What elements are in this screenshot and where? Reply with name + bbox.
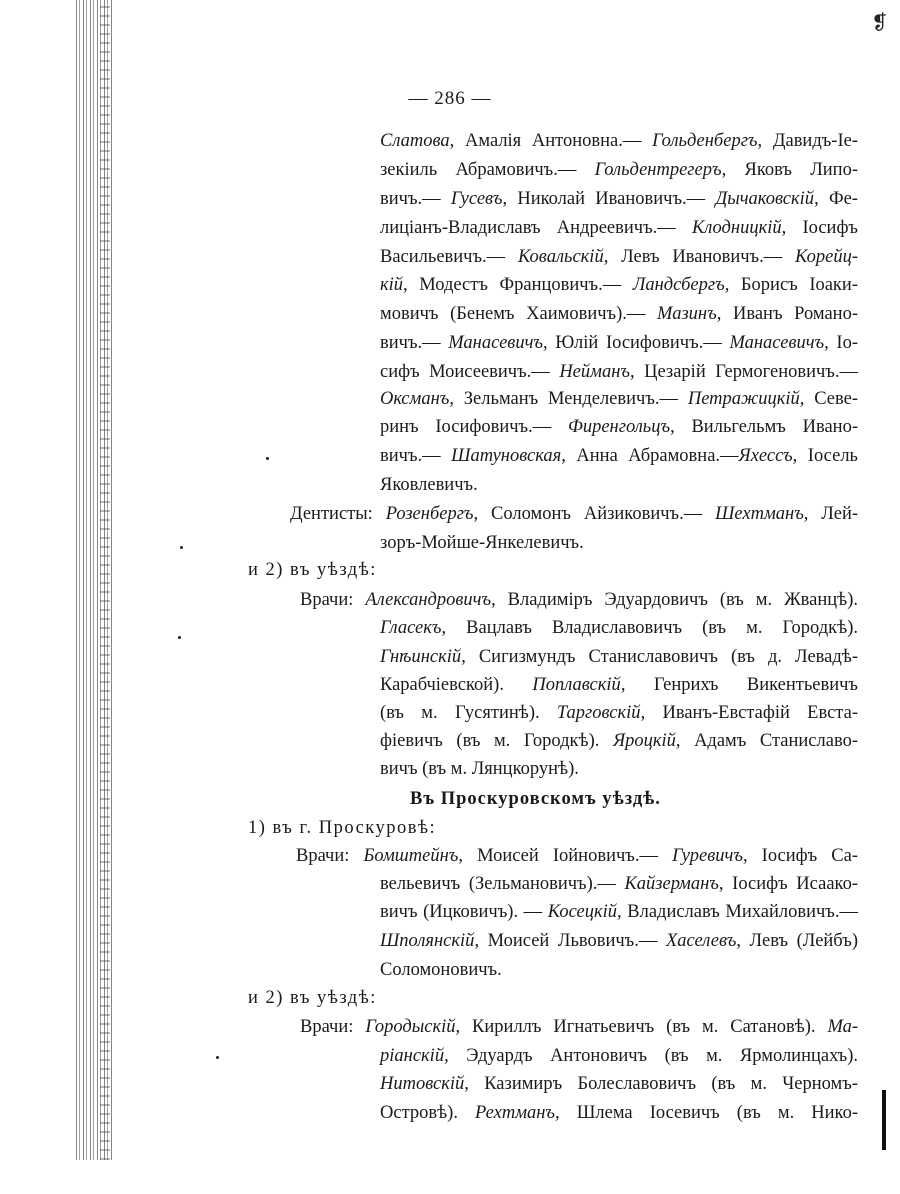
text-line	[290, 501, 858, 528]
text-line	[410, 786, 661, 813]
text-line	[380, 272, 858, 299]
text-run: , Вильгельмъ Ивано-	[670, 417, 858, 437]
speck	[216, 1056, 219, 1059]
text-run: , Зельманъ Менделевичъ.—	[449, 389, 688, 409]
speck	[178, 636, 181, 639]
text-run: вельевичъ (Зельмановичъ).—	[380, 874, 625, 894]
text-run: , Генрихъ Викентьевичъ	[620, 675, 858, 695]
surname-italic: Александровичъ	[365, 590, 492, 610]
surname-italic: Слатова	[380, 131, 450, 151]
text-line	[300, 587, 858, 614]
text-line	[380, 330, 858, 357]
text-line	[380, 443, 858, 470]
text-run: и 2) въ уѣздѣ:	[248, 560, 377, 580]
surname-italic: Тарговскій	[556, 703, 641, 723]
surname-italic: Дычаковскій	[715, 189, 815, 209]
text-run: , Амалія Антоновна.—	[449, 131, 653, 151]
surname-italic: Яхессъ	[738, 446, 793, 466]
text-run: и 2) въ уѣздѣ:	[248, 988, 377, 1008]
text-run: , Модестъ Францовичъ.—	[403, 275, 633, 295]
text-run: , Яковъ Липо-	[721, 160, 858, 180]
text-line	[300, 1014, 858, 1041]
text-run: , Моисей Львовичъ.—	[474, 931, 666, 951]
text-line	[248, 985, 377, 1012]
text-run: Врачи:	[296, 846, 364, 866]
text-run: вичъ (Ицковичъ). —	[380, 902, 548, 922]
text-line	[380, 728, 858, 755]
text-run: , Казимиръ Болеславовичъ (въ м. Черномъ-	[464, 1074, 858, 1094]
text-line	[380, 157, 858, 184]
surname-italic: Хаселевъ	[665, 931, 737, 951]
surname-italic: Нитовскій	[380, 1074, 465, 1094]
surname-italic: Розенбергъ	[385, 504, 474, 524]
page-number: — 286 —	[408, 88, 492, 109]
margin-mark	[882, 1090, 886, 1150]
text-run: , Цезарій Гермогеновичъ.—	[629, 362, 858, 382]
surname-italic: кій	[380, 275, 404, 295]
text-run: вичъ (въ м. Лянцкорунѣ).	[380, 759, 579, 779]
text-run: 1) въ г. Проскуровѣ:	[248, 818, 437, 838]
text-run: , Юлій Іосифовичъ.—	[543, 333, 730, 353]
text-line	[380, 871, 858, 898]
speck	[180, 546, 183, 549]
text-line	[380, 386, 858, 413]
text-run: лиціанъ-Владиславъ Андреевичъ.—	[380, 218, 692, 238]
text-run: , Іосифъ	[781, 218, 858, 238]
text-run: , Вацлавъ Владиславовичъ (въ м. Городкѣ).	[441, 618, 858, 638]
surname-italic: Манасевичъ	[448, 333, 543, 353]
text-run: вичъ.—	[380, 446, 452, 466]
text-run: Карабчіевской).	[380, 675, 533, 695]
text-run: , Иванъ-Евстафій Евста-	[640, 703, 858, 723]
corner-mark-icon: ❡	[871, 12, 888, 34]
text-line	[380, 899, 858, 926]
text-line	[380, 215, 858, 242]
speck	[266, 457, 269, 460]
surname-italic: Корейц-	[795, 247, 858, 267]
text-run: , Давидъ-Іе-	[757, 131, 858, 151]
text-run: , Іосифъ Са-	[742, 846, 859, 866]
surname-italic: Фиренгольцъ	[567, 417, 671, 437]
text-run: , Борисъ Іоаки-	[724, 275, 858, 295]
text-line	[248, 815, 436, 842]
surname-italic: Яроцкій	[612, 731, 676, 751]
surname-italic: Шатуновская	[451, 446, 562, 466]
text-run: , Владиміръ Эдуардовичъ (въ м. Жванцѣ).	[491, 590, 859, 610]
text-run: , Николай Ивановичъ.—	[502, 189, 716, 209]
text-run: , Адамъ Станиславо-	[675, 731, 858, 751]
text-run: (въ м. Гусятинѣ).	[380, 703, 557, 723]
text-run: , Іосифъ Исаако-	[718, 874, 858, 894]
text-line	[380, 244, 858, 271]
surname-italic: Шполянскій	[380, 931, 475, 951]
surname-italic: Нейманъ	[559, 362, 630, 382]
text-run: ринъ Іосифовичъ.—	[380, 417, 568, 437]
text-run: , Лей-	[803, 504, 858, 524]
text-line	[380, 301, 858, 328]
text-line	[380, 700, 858, 727]
text-run: Врачи:	[300, 1017, 366, 1037]
surname-italic: Городыскій	[365, 1017, 456, 1037]
text-line	[380, 1100, 858, 1127]
text-run: , Иванъ Романо-	[716, 304, 858, 324]
surname-italic: Ландсбергъ	[632, 275, 725, 295]
text-run: , Севе-	[799, 389, 859, 409]
text-run: Васильевичъ.—	[380, 247, 518, 267]
text-run: сифъ Моисеевичъ.—	[380, 362, 560, 382]
text-run: , Кириллъ Игнатьевичъ (въ м. Сатановѣ).	[455, 1017, 828, 1037]
surname-italic: Ковальскій	[517, 247, 604, 267]
surname-italic: Шехтманъ	[715, 504, 804, 524]
text-line	[380, 186, 858, 213]
surname-italic: Гнѣинскій	[380, 647, 462, 667]
text-run: Яковлевичъ.	[380, 475, 478, 495]
surname-italic: Манасевичъ	[729, 333, 825, 353]
text-line	[380, 756, 579, 783]
surname-italic: Гольдентрегеръ	[594, 160, 722, 180]
text-run: , Соломонъ Айзиковичъ.—	[473, 504, 716, 524]
text-run: вичъ.—	[380, 333, 449, 353]
text-run: , Фе-	[814, 189, 858, 209]
surname-italic: Косецкій	[547, 902, 618, 922]
text-line	[380, 128, 858, 155]
text-run: зекіиль Абрамовичъ.—	[380, 160, 595, 180]
surname-italic: Клодницкій	[691, 218, 782, 238]
surname-italic: Рехтманъ	[475, 1103, 556, 1123]
text-line	[380, 615, 858, 642]
text-run: Врачи:	[300, 590, 366, 610]
text-run: фіевичъ (въ м. Городкѣ).	[380, 731, 613, 751]
surname-italic: ріанскій	[380, 1046, 445, 1066]
text-run: Въ Проскуровскомъ уѣздѣ.	[410, 789, 661, 809]
surname-italic: Гуревичъ	[672, 846, 743, 866]
text-line	[380, 472, 478, 499]
text-line	[380, 1071, 858, 1098]
surname-italic: Гольденбергъ	[652, 131, 758, 151]
text-line	[380, 928, 858, 955]
text-line	[380, 1043, 858, 1070]
surname-italic: Кайзерманъ	[624, 874, 719, 894]
text-run: , Моисей Іойновичъ.—	[458, 846, 673, 866]
text-run: , Іо-	[824, 333, 858, 353]
text-run: Островѣ).	[380, 1103, 476, 1123]
text-line	[380, 414, 858, 441]
text-run: Соломоновичъ.	[380, 960, 502, 980]
text-run: мовичъ (Бенемъ Хаимовичъ).—	[380, 304, 658, 324]
text-run: , Шлема Іосевичъ (въ м. Нико-	[555, 1103, 858, 1123]
text-line	[380, 957, 502, 984]
surname-italic: Поплавскій	[532, 675, 621, 695]
surname-italic: Бомштейнъ	[363, 846, 459, 866]
text-run: , Левъ Ивановичъ.—	[603, 247, 796, 267]
text-run: Дентисты:	[290, 504, 386, 524]
text-line	[380, 644, 858, 671]
text-line	[380, 359, 858, 386]
binding-stitching	[100, 0, 110, 1160]
text-run: , Анна Абрамовна.—	[561, 446, 739, 466]
text-run: , Левъ (Лейбъ)	[736, 931, 858, 951]
text-run: вичъ.—	[380, 189, 451, 209]
surname-italic: Оксманъ	[380, 389, 450, 409]
surname-italic: Мазинъ	[657, 304, 717, 324]
surname-italic: Гласекъ	[380, 618, 442, 638]
text-line	[380, 672, 858, 699]
text-line	[380, 530, 584, 557]
surname-italic: Петражицкій	[687, 389, 800, 409]
text-line	[296, 843, 858, 870]
text-line	[248, 557, 377, 584]
text-run: , Іосель	[792, 446, 858, 466]
surname-italic: Ма-	[827, 1017, 858, 1037]
text-run: , Владиславъ Михайловичъ.—	[617, 902, 858, 922]
text-run: зоръ-Мойше-Янкелевичъ.	[380, 533, 584, 553]
surname-italic: Гусевъ	[450, 189, 503, 209]
text-run: , Эдуардъ Антоновичъ (въ м. Ярмолинцахъ).	[444, 1046, 858, 1066]
text-run: , Сигизмундъ Станиславовичъ (въ д. Левадѣ-	[461, 647, 858, 667]
